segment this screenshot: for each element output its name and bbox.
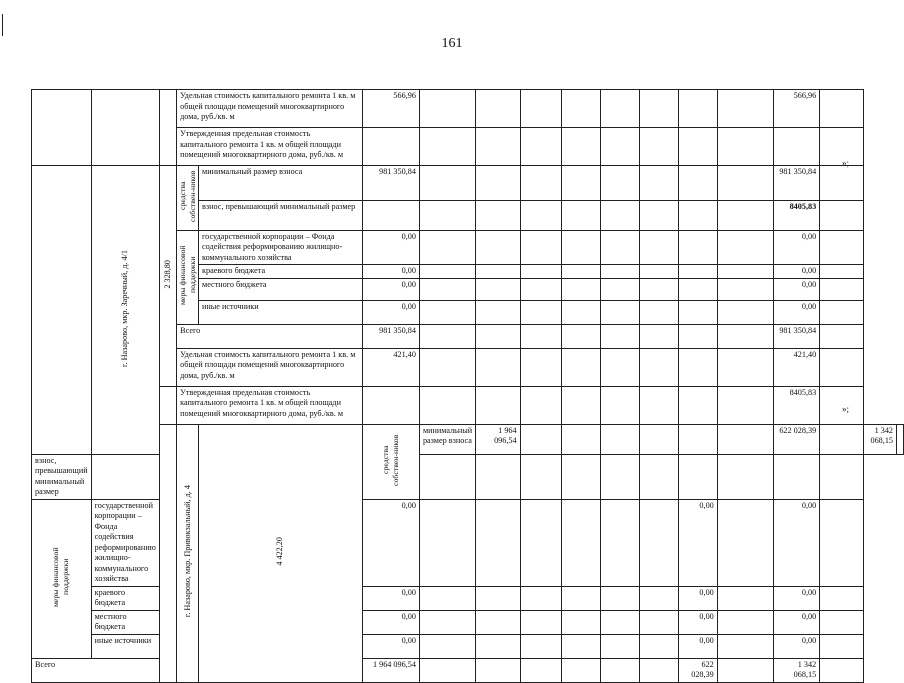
- row-label: государственной корпорации – Фонда содействия реформированию жилищно-коммунального хозяйства: [91, 499, 159, 586]
- value-cell: 0,00: [678, 634, 717, 658]
- quote-end-mark: »;: [842, 404, 850, 414]
- house-address: г. Назарово, мкр. Привокзальный, д. 4: [177, 424, 199, 682]
- row-label: государственной корпорации – Фонда содействия реформированию жилищно-коммунального хозяйства: [199, 230, 363, 265]
- value-cell: 566,96: [362, 90, 419, 128]
- owners-funds-label: средства собствен-ников: [362, 424, 419, 499]
- total-cell: 0,00: [774, 230, 820, 265]
- total-cell: 566,96: [774, 90, 820, 128]
- row-label: Всего: [32, 658, 160, 682]
- row-label: местного бюджета: [199, 278, 363, 300]
- row-label: местного бюджета: [91, 610, 159, 634]
- value-cell: 622 028,39: [774, 424, 820, 454]
- total-cell: 0,00: [774, 265, 820, 279]
- house-area: 4 422,20: [199, 424, 363, 682]
- row-label: Утвержденная предельная стоимость капитального ремонта 1 кв. м общей площади помещений многоквартирного дома, руб./кв. м: [177, 386, 363, 424]
- total-cell: 1 342 068,15: [864, 424, 897, 454]
- value-cell: 0,00: [362, 300, 419, 324]
- value-cell: 0,00: [362, 634, 419, 658]
- value-cell: 0,00: [678, 499, 717, 586]
- table-row: [32, 166, 904, 201]
- row-label: Удельная стоимость капитального ремонта 1 кв. м общей площади помещений многоквартирного дома, руб./кв. м: [177, 348, 363, 386]
- house-area: 2 328,80: [159, 166, 176, 387]
- row-label: минимальный размер взноса: [419, 424, 475, 454]
- house-address: г. Назарово, мкр. Заречный, д. 4/1: [91, 166, 159, 455]
- support-measures-label: меры финансовой поддержки: [177, 230, 199, 324]
- value-cell: 981 350,84: [362, 324, 419, 348]
- quote-end-mark: »;: [842, 158, 850, 168]
- owners-funds-label: средства собствен-ников: [177, 166, 199, 231]
- row-label: взнос, превышающий минимальный размер: [199, 200, 363, 230]
- total-cell: 0,00: [774, 586, 820, 610]
- total-cell: 0,00: [774, 300, 820, 324]
- row-label: Утвержденная предельная стоимость капитального ремонта 1 кв. м общей площади помещений многоквартирного дома, руб./кв. м: [177, 128, 363, 166]
- total-cell: 0,00: [774, 499, 820, 586]
- support-measures-label: меры финансовой поддержки: [32, 499, 92, 658]
- total-cell: 0,00: [774, 610, 820, 634]
- value-cell: 0,00: [678, 586, 717, 610]
- row-label: взнос, превышающий минимальный размер: [32, 454, 92, 499]
- total-cell: 981 350,84: [774, 166, 820, 201]
- value-cell: 421,40: [362, 348, 419, 386]
- value-cell: 0,00: [362, 499, 419, 586]
- row-label: иные источники: [199, 300, 363, 324]
- table-row: [32, 90, 904, 128]
- total-cell: 8405,83: [774, 386, 820, 424]
- table-row: [32, 386, 904, 424]
- value-cell: 0,00: [362, 265, 419, 279]
- total-cell: 421,40: [774, 348, 820, 386]
- value-cell: 981 350,84: [362, 166, 419, 201]
- scan-edge-mark: [2, 14, 3, 36]
- value-cell: 0,00: [678, 610, 717, 634]
- value-cell: 622 028,39: [678, 658, 717, 682]
- value-cell: 1 964 096,54: [476, 424, 520, 454]
- value-cell: 0,00: [362, 230, 419, 265]
- row-label: иные источники: [91, 634, 159, 658]
- row-label: краевого бюджета: [199, 265, 363, 279]
- total-cell: 0,00: [774, 278, 820, 300]
- row-label: минимальный размер взноса: [199, 166, 363, 201]
- total-cell: 981 350,84: [774, 324, 820, 348]
- table-row: [32, 424, 904, 454]
- total-cell: 0,00: [774, 634, 820, 658]
- page-number: 161: [441, 36, 463, 51]
- row-label: Всего: [177, 324, 363, 348]
- value-cell: 0,00: [362, 586, 419, 610]
- value-cell: 1 964 096,54: [362, 658, 419, 682]
- total-cell: 1 342 068,15: [774, 658, 820, 682]
- value-cell: 0,00: [362, 278, 419, 300]
- total-cell: 8405,83: [774, 200, 820, 230]
- row-label: краевого бюджета: [91, 586, 159, 610]
- row-label: Удельная стоимость капитального ремонта 1 кв. м общей площади помещений многоквартирного дома, руб./кв. м: [177, 90, 363, 128]
- capital-repair-table: [31, 89, 904, 683]
- value-cell: 0,00: [362, 610, 419, 634]
